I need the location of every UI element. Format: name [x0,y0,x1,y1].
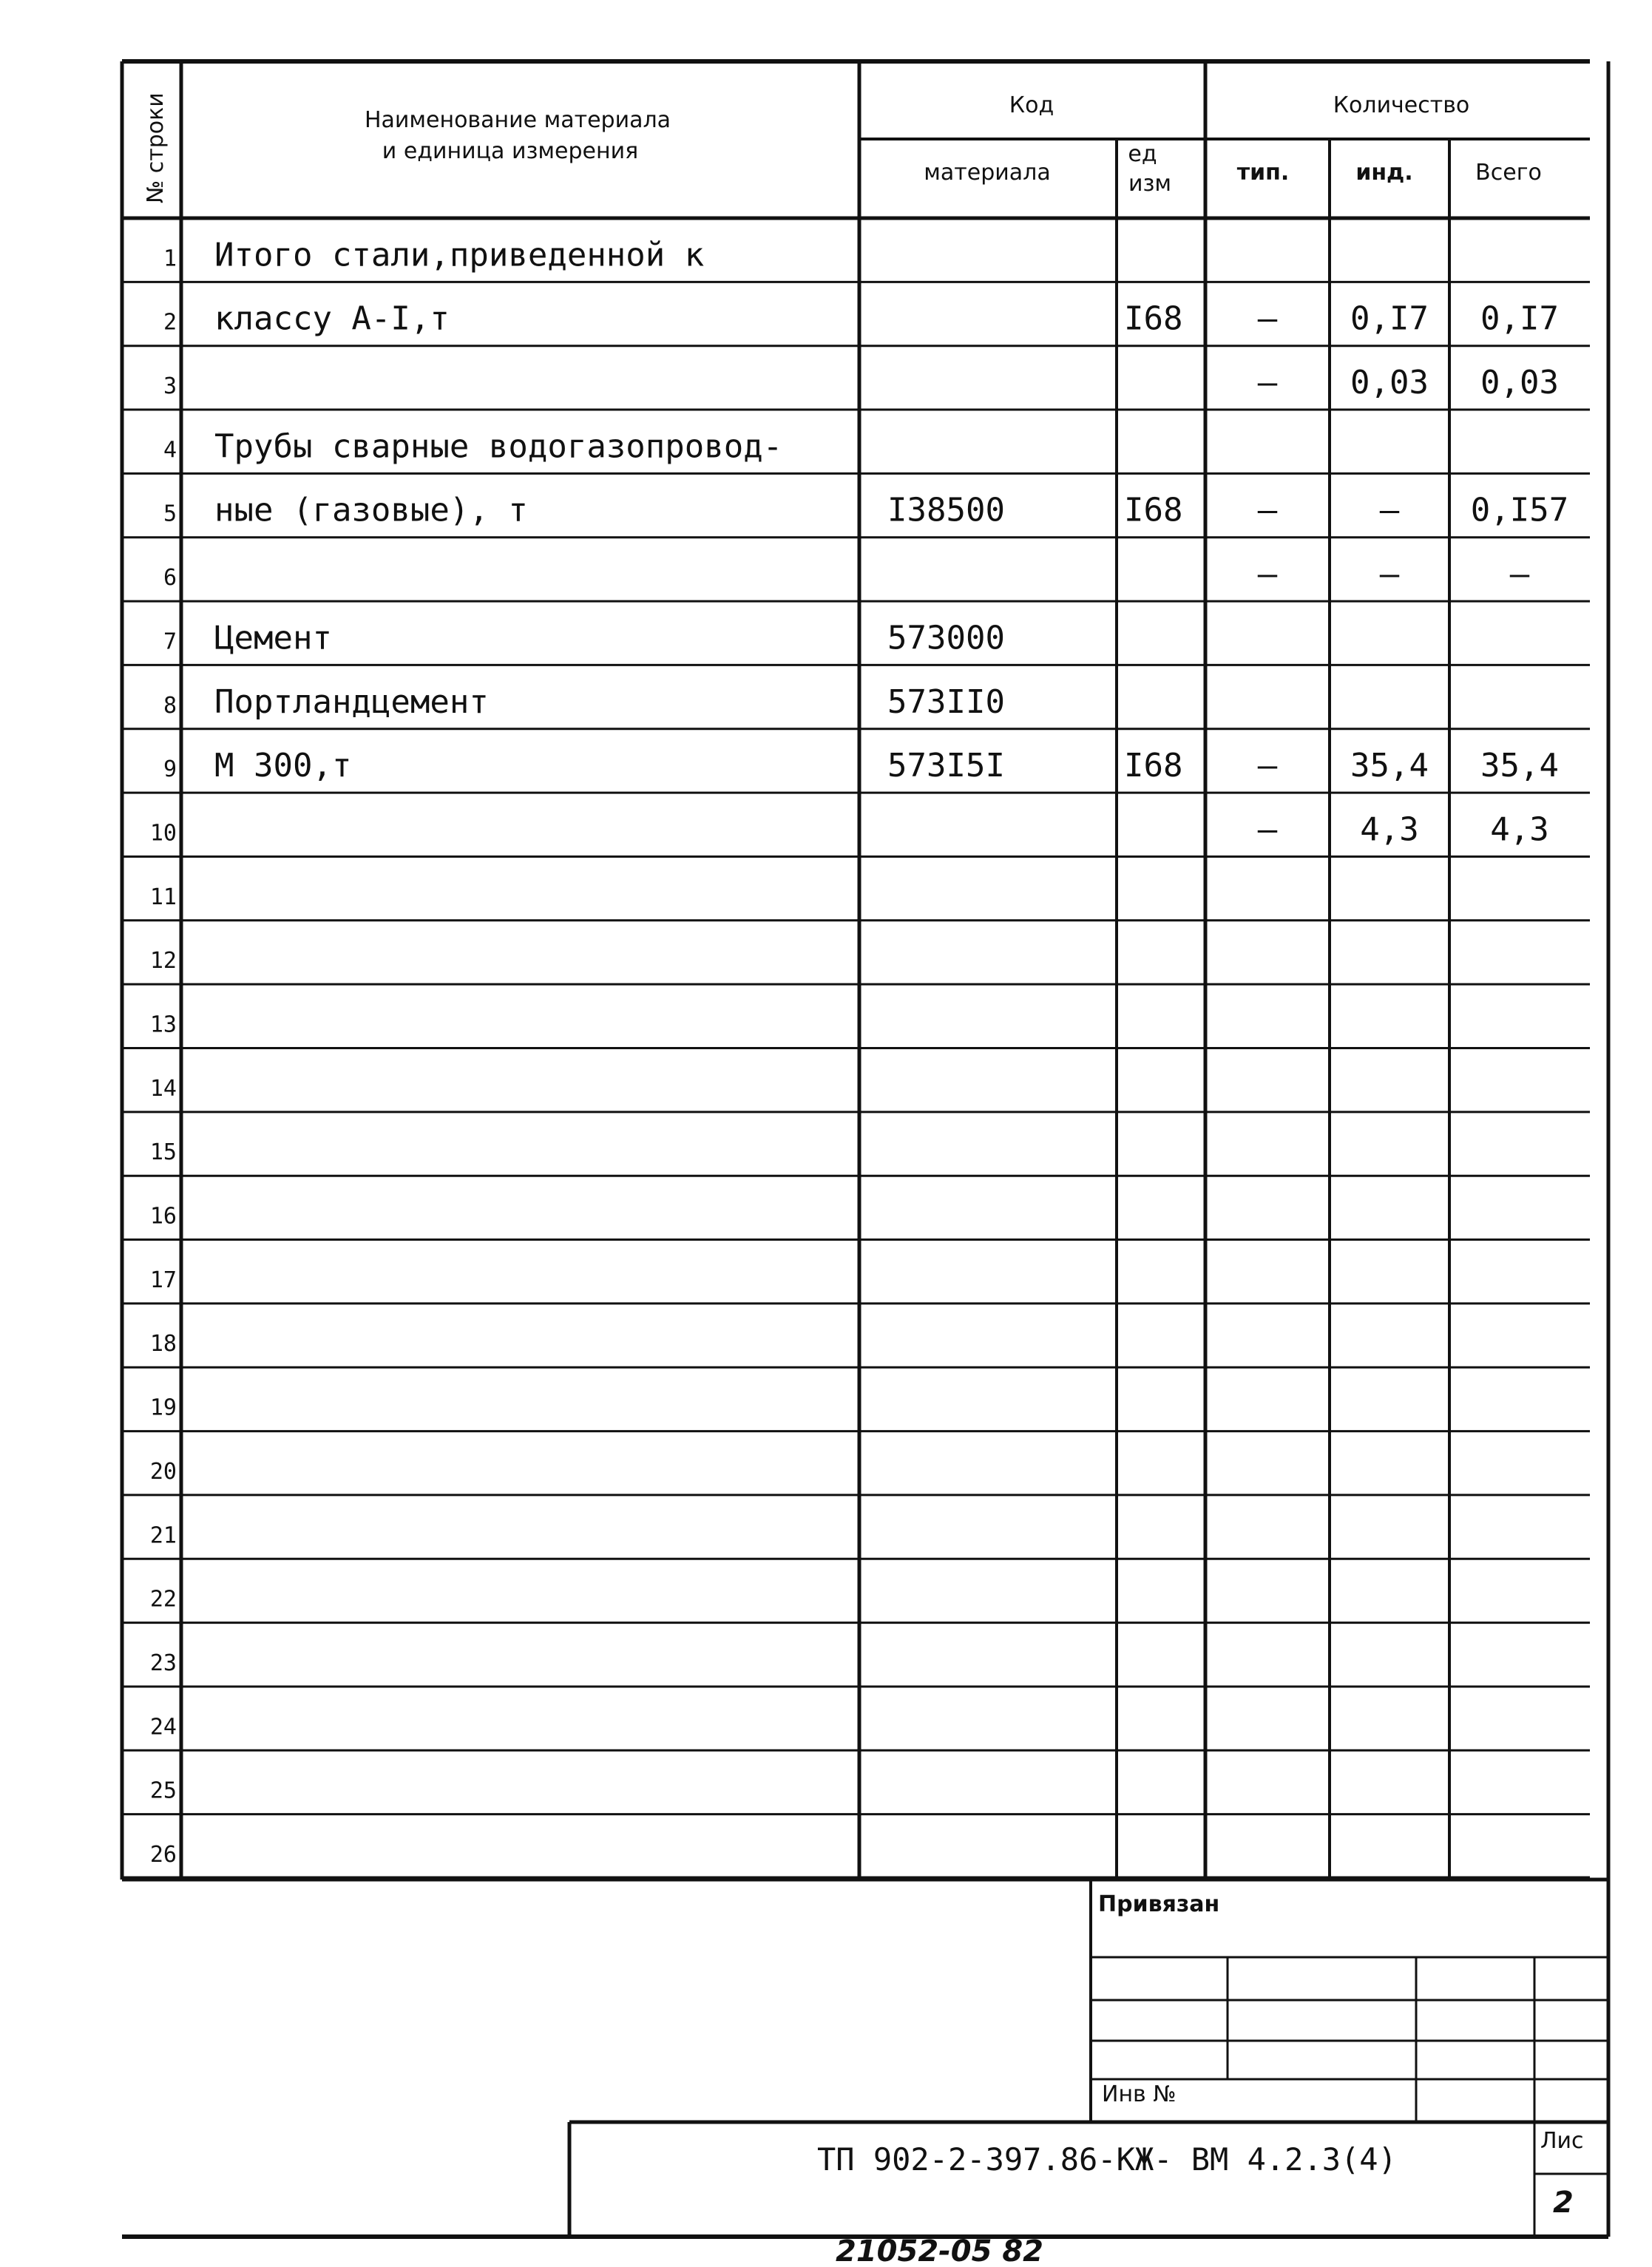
row-number: 12 [149,948,177,975]
inventory-number-label: Инв № [1102,2081,1177,2107]
qty-typ-value: – [1257,364,1278,402]
qty-ind-value: – [1379,491,1400,529]
code-group-header: Код [1009,92,1054,118]
sheet-label: Лис [1540,2128,1584,2154]
row-number: 11 [149,884,177,910]
qty-typ-value: – [1257,491,1278,529]
row-number: 22 [149,1586,177,1613]
row-number: 21 [149,1522,177,1549]
row-number: 13 [149,1011,177,1038]
qty-ind-value: 4,3 [1360,810,1419,849]
material-code: 573II0 [887,682,1005,721]
qty-ind-value: – [1379,555,1400,594]
qty-ind-value: 0,I7 [1350,299,1429,338]
footer-block [122,1880,1608,2237]
qty-total-value: 0,I57 [1470,491,1569,529]
row-number: 24 [149,1714,177,1741]
qty-total-value: 0,I7 [1480,299,1559,338]
qty-total-value: – [1509,555,1530,594]
material-code: 573I5I [887,747,1005,785]
unit-code: I68 [1124,747,1183,785]
document-code: ТП 902-2-397.86-КЖ- ВМ 4.2.3(4) [817,2141,1397,2178]
code-unit-header-line2: изм [1128,171,1172,197]
row-number: 4 [163,437,177,464]
qty-ind-value: 35,4 [1350,747,1429,785]
material-name: ные (газовые), т [214,491,528,529]
bottom-note: 21052-05 82 [836,2234,1044,2263]
qty-ind-header: инд. [1355,160,1413,186]
row-number: 15 [149,1139,177,1166]
material-name: М 300,т [214,747,352,785]
row-number: 8 [163,692,177,719]
qty-typ-value: – [1257,299,1278,338]
material-name: Портландцемент [214,682,489,721]
material-name: Цемент [214,619,332,657]
qty-total-value: 0,03 [1480,364,1559,402]
qty-total-value: 4,3 [1490,810,1549,849]
qty-total-value: 35,4 [1480,747,1559,785]
quantity-group-header: Количество [1333,92,1470,118]
material-name: классу А-I,т [214,299,450,338]
qty-ind-value: 0,03 [1350,364,1429,402]
material-code: 573000 [887,619,1005,657]
row-number: 20 [149,1458,177,1485]
row-number: 25 [149,1778,177,1804]
row-number: 9 [163,756,177,783]
row-number: 23 [149,1650,177,1676]
qty-total-header: Всего [1475,160,1542,186]
qty-typ-header: тип. [1236,160,1290,186]
row-number-header: № строки [143,92,169,203]
name-column-header-line1: Наименование материала [364,107,671,133]
bound-label: Привязан [1098,1891,1220,1917]
sheet-number: 2 [1553,2186,1574,2220]
material-code: I38500 [887,491,1005,529]
unit-code: I68 [1124,491,1183,529]
row-number: 7 [163,628,177,655]
qty-typ-value: – [1257,747,1278,785]
row-number: 26 [149,1842,177,1868]
code-material-header: материала [924,160,1051,186]
material-name: Трубы сварные водогазопровод- [214,427,783,466]
unit-code: I68 [1124,299,1183,338]
row-number: 14 [149,1075,177,1102]
row-number: 3 [163,373,177,400]
code-unit-header-line1: ед [1128,141,1157,167]
row-number: 2 [163,309,177,336]
qty-typ-value: – [1257,555,1278,594]
row-number: 16 [149,1203,177,1230]
material-name: Итого стали,приведенной к [214,236,705,274]
row-number: 5 [163,501,177,527]
row-number: 1 [163,245,177,272]
row-number: 19 [149,1395,177,1421]
qty-typ-value: – [1257,810,1278,849]
row-number: 10 [149,820,177,847]
row-number: 6 [163,565,177,592]
row-number: 18 [149,1331,177,1358]
row-number: 17 [149,1267,177,1293]
name-column-header-line2: и единица измерения [382,138,639,164]
